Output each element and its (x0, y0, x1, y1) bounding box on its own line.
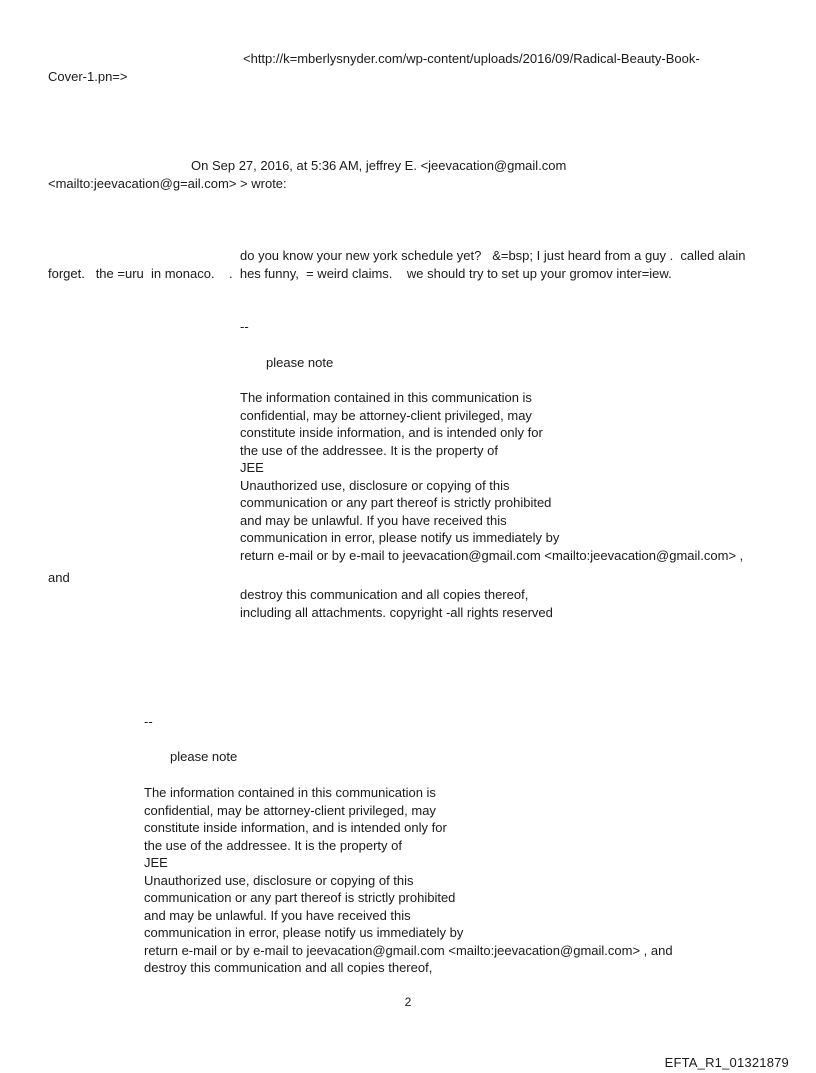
inner-disclaimer-line: JEE (240, 460, 264, 475)
outer-disclaimer (144, 784, 673, 977)
image-url-line-2[interactable]: Cover-1.pn=> (48, 69, 128, 84)
inner-disclaimer (240, 389, 743, 564)
outer-disclaimer-line: confidential, may be attorney-client privileged, may (144, 802, 436, 818)
inner-disclaimer-line: including all attachments. copyright -all rights reserved (240, 604, 553, 620)
outer-separator: -- (144, 714, 153, 729)
inner-disclaimer-line: The information contained in this communication is (240, 390, 532, 405)
inner-disclaimer-line: constitute inside information, and is intended only for (240, 425, 543, 440)
page-number: 2 (404, 995, 412, 1009)
outer-disclaimer-line: destroy this communication and all copies thereof, (144, 960, 433, 975)
outer-disclaimer-line: communication in error, please notify us immediately by (144, 925, 464, 940)
image-url-line-1[interactable]: <http://k=mberlysnyder.com/wp-content/uploads/2016/09/Radical-Beauty-Book- (243, 51, 700, 66)
inner-disclaimer-line: Unauthorized use, disclosure or copying of this (240, 477, 510, 493)
outer-disclaimer-email-line[interactable]: return e-mail or by e-mail to jeevacation@gmail.com <mailto:jeevacation@gmail.com> , and (144, 942, 673, 958)
inner-disclaimer-line: destroy this communication and all copies thereof, (240, 587, 529, 602)
quote-header-line-2: <mailto:jeevacation@g=ail.com> > wrote: (48, 176, 287, 191)
inner-disclaimer-line: confidential, may be attorney-client privileged, may (240, 407, 532, 423)
outer-disclaimer-line: constitute inside information, and is intended only for (144, 820, 447, 835)
inner-separator: -- (240, 319, 249, 334)
outer-disclaimer-line: JEE (144, 855, 168, 870)
inner-disclaimer-line: and may be unlawful. If you have received this (240, 512, 507, 528)
inner-disclaimer-line: communication or any part thereof is strictly prohibited (240, 495, 552, 510)
quote-header-line-1: On Sep 27, 2016, at 5:36 AM, jeffrey E. <jeevacation@gmail.com (191, 158, 567, 173)
outer-disclaimer-line: communication or any part thereof is strictly prohibited (144, 890, 456, 905)
message-body-line-1: do you know your new york schedule yet? &=bsp; I just heard from a guy . called alain (240, 248, 746, 263)
inner-disclaimer-line: communication in error, please notify us immediately by (240, 530, 560, 545)
inner-disclaimer-line: the use of the addressee. It is the property of (240, 442, 498, 458)
outer-disclaimer-line: The information contained in this communication is (144, 785, 436, 800)
inner-disclaimer-end (240, 586, 553, 621)
inner-disclaimer-email-line[interactable]: return e-mail or by e-mail to jeevacation@gmail.com <mailto:jeevacation@gmail.com> , (240, 547, 744, 563)
outer-disclaimer-line: Unauthorized use, disclosure or copying of this (144, 872, 414, 888)
outer-disclaimer-line: the use of the addressee. It is the property of (144, 837, 402, 853)
outer-disclaimer-line: and may be unlawful. If you have received this (144, 907, 411, 923)
inner-and-word: and (48, 570, 70, 585)
message-body-line-2: forget. the =uru in monaco. . hes funny, = weird claims. we should try to set up your gromov inter=iew. (48, 266, 672, 281)
inner-please-note: please note (266, 355, 334, 370)
outer-please-note: please note (170, 749, 238, 764)
bates-number: EFTA_R1_01321879 (664, 1055, 789, 1070)
